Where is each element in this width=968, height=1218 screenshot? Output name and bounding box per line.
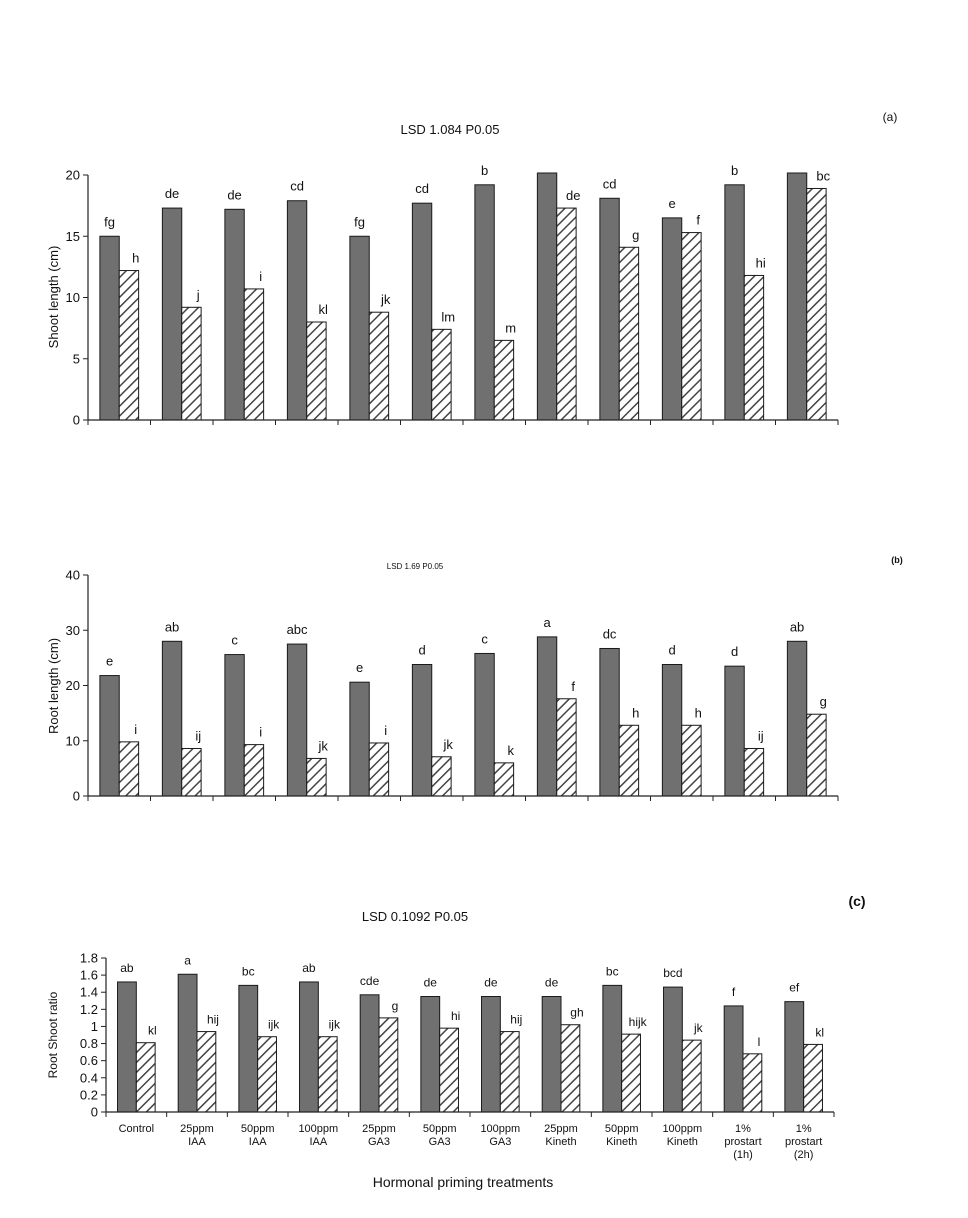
significance-letter: ab (164, 619, 180, 635)
bar-series-1 (603, 985, 622, 1112)
significance-letter: m (505, 320, 517, 336)
significance-letter: f (696, 212, 701, 228)
x-axis-label: Hormonal priming treatments (372, 1174, 554, 1190)
significance-letter: kl (815, 1025, 824, 1040)
x-tick-label: 25ppm (180, 1123, 214, 1135)
significance-letter: j (196, 287, 200, 303)
significance-letter: k (507, 742, 514, 758)
bar-series-1 (412, 665, 431, 796)
bar-series-2 (557, 208, 576, 420)
x-tick-label: 100ppm (480, 1123, 521, 1135)
bar-series-2 (622, 1034, 641, 1112)
significance-letter: cd (602, 176, 617, 192)
x-tick-label: Kineth (666, 1136, 698, 1148)
significance-letter: fg (104, 214, 115, 230)
bar-series-1 (787, 641, 806, 796)
chart-title: LSD 1.084 P0.05 (400, 122, 500, 137)
significance-letter: lm (441, 309, 456, 325)
bar-series-1 (662, 665, 681, 796)
significance-letter: cd (415, 181, 429, 197)
bar-series-2 (619, 725, 638, 796)
significance-letter: bc (241, 964, 255, 979)
bar-series-1 (725, 666, 744, 796)
significance-letter: g (391, 998, 399, 1013)
significance-letter: jk (318, 738, 328, 754)
y-tick-label: 10 (65, 733, 80, 749)
y-tick-label: 1.8 (79, 950, 98, 966)
bar-series-2 (244, 745, 263, 796)
significance-letter: jk (693, 1021, 703, 1036)
x-tick-label: 50ppm (422, 1123, 457, 1135)
x-tick-label: 25ppm (362, 1123, 396, 1135)
x-tick-label: Kineth (606, 1136, 638, 1148)
bar-series-2 (807, 188, 826, 420)
y-tick-label: 1 (90, 1018, 98, 1034)
bar-series-2 (182, 748, 201, 796)
x-tick-label: 100ppm (298, 1123, 339, 1135)
x-tick-label: Control (118, 1123, 155, 1135)
bar-series-2 (494, 763, 513, 796)
significance-letter: de (544, 975, 559, 990)
significance-letter: ijk (328, 1017, 340, 1032)
bar-series-2 (432, 329, 451, 420)
significance-letter: hij (206, 1012, 219, 1027)
chart-panel-3 (46, 893, 866, 1190)
bar-series-2 (258, 1037, 277, 1112)
bar-series-1 (300, 982, 319, 1112)
x-tick-label: (1h) (733, 1149, 753, 1161)
y-tick-label: 20 (65, 678, 80, 693)
panel-label: (c) (848, 893, 866, 909)
chart-panel-2 (46, 555, 903, 804)
x-tick-label: 25ppm (544, 1123, 578, 1135)
bar-series-1 (542, 997, 561, 1113)
y-tick-label: 0 (72, 412, 80, 428)
y-tick-label: 15 (65, 228, 80, 244)
significance-letter: c (481, 631, 488, 647)
significance-letter: cd (290, 178, 304, 194)
significance-letter: c (231, 632, 238, 648)
significance-letter: l (757, 1034, 761, 1049)
significance-letter: de (227, 187, 242, 203)
bar-series-1 (482, 997, 501, 1113)
bar-series-2 (318, 1037, 337, 1112)
significance-letter: cde (359, 973, 380, 988)
bar-series-2 (369, 312, 388, 420)
significance-letter: ab (789, 619, 805, 635)
significance-letter: i (259, 724, 263, 740)
bar-series-2 (432, 757, 451, 796)
y-tick-label: 30 (65, 622, 80, 638)
x-tick-label: prostart (785, 1136, 823, 1148)
x-tick-label: GA3 (428, 1136, 451, 1148)
x-tick-label: prostart (724, 1136, 762, 1148)
significance-letter: bcd (663, 966, 683, 981)
y-tick-label: 0.4 (79, 1070, 98, 1086)
bar-series-1 (412, 203, 431, 420)
x-tick-label: GA3 (489, 1136, 512, 1148)
bar-series-2 (244, 289, 263, 420)
significance-letter: e (105, 653, 114, 669)
significance-letter: dc (602, 626, 617, 642)
significance-letter: i (384, 722, 388, 738)
significance-letter: hi (450, 1009, 461, 1024)
y-axis-label: Shoot length (cm) (46, 245, 61, 349)
bar-series-1 (162, 208, 181, 420)
bar-series-1 (287, 201, 306, 420)
significance-letter: h (632, 705, 640, 721)
bar-series-1 (100, 236, 119, 420)
significance-letter: a (543, 614, 551, 630)
bar-series-2 (440, 1028, 459, 1112)
bar-series-1 (225, 209, 244, 420)
panel-label: (b) (891, 555, 903, 565)
bar-series-1 (421, 997, 440, 1113)
bar-series-2 (307, 322, 326, 420)
significance-letter: b (480, 162, 489, 178)
bar-series-1 (725, 185, 744, 420)
significance-letter: h (694, 705, 702, 721)
significance-letter: ab (120, 960, 134, 975)
bar-series-2 (744, 748, 763, 796)
significance-letter: de (164, 186, 180, 202)
significance-letter: h (132, 250, 140, 266)
significance-letter: bc (605, 964, 619, 979)
x-tick-label: IAA (188, 1136, 206, 1148)
significance-letter: a (184, 953, 191, 968)
panel-label: (a) (882, 110, 898, 124)
bar-series-1 (475, 185, 494, 420)
y-axis-label: Root length (cm) (46, 637, 61, 735)
bar-series-2 (197, 1032, 216, 1112)
y-tick-label: 20 (65, 167, 80, 183)
bar-series-1 (178, 974, 197, 1112)
bar-series-1 (600, 198, 619, 420)
bar-series-1 (537, 173, 556, 420)
bar-series-2 (379, 1018, 398, 1112)
significance-letter: de (565, 188, 581, 204)
bar-series-2 (494, 340, 513, 420)
significance-letter: e (355, 660, 364, 676)
bar-series-2 (804, 1044, 823, 1112)
significance-letter: de (484, 975, 498, 990)
bar-series-1 (600, 648, 619, 796)
bar-series-2 (369, 743, 388, 796)
significance-letter: gh (570, 1005, 584, 1020)
significance-letter: kl (147, 1023, 157, 1038)
x-tick-label: 1% (735, 1123, 751, 1135)
bar-series-2 (619, 247, 638, 420)
bar-series-1 (239, 985, 258, 1112)
significance-letter: d (730, 644, 739, 660)
bar-series-1 (785, 1002, 804, 1112)
y-tick-label: 1.4 (79, 984, 98, 1000)
bar-series-1 (537, 637, 556, 796)
bar-series-2 (307, 758, 326, 796)
significance-letter: bc (816, 168, 831, 184)
significance-letter: hi (755, 255, 766, 271)
significance-letter: ij (195, 728, 202, 744)
chart-panels (46, 110, 903, 1190)
y-tick-label: 1.6 (79, 967, 98, 983)
significance-letter: hijk (628, 1015, 647, 1030)
bar-series-1 (475, 653, 494, 796)
bar-series-1 (225, 655, 244, 796)
significance-letter: d (668, 642, 676, 658)
x-tick-label: Kineth (545, 1136, 577, 1148)
significance-letter: f (731, 984, 736, 999)
significance-letter: fg (354, 214, 365, 230)
x-tick-label: 50ppm (240, 1123, 275, 1135)
y-tick-label: 5 (72, 351, 80, 367)
bar-series-2 (743, 1054, 762, 1112)
significance-letter: i (134, 721, 138, 737)
y-tick-label: 0 (72, 788, 80, 804)
bar-series-1 (664, 987, 683, 1112)
x-tick-label: (2h) (793, 1149, 814, 1161)
bar-series-2 (744, 275, 763, 420)
bar-series-1 (118, 982, 137, 1112)
significance-letter: g (819, 694, 827, 710)
bar-series-1 (787, 173, 806, 420)
significance-letter: d (418, 642, 426, 658)
bar-series-1 (724, 1006, 743, 1112)
bar-series-1 (287, 644, 306, 796)
bar-series-1 (100, 676, 119, 796)
x-tick-label: 50ppm (604, 1123, 639, 1135)
y-tick-label: 0.2 (79, 1087, 98, 1103)
significance-letter: ef (789, 980, 800, 995)
significance-letter: jk (443, 736, 453, 752)
significance-letter: i (259, 268, 263, 284)
y-tick-label: 40 (65, 567, 80, 583)
significance-letter: de (423, 975, 437, 990)
bar-series-2 (682, 233, 701, 420)
significance-letter: kl (318, 302, 328, 317)
y-tick-label: 1.2 (79, 1001, 98, 1017)
significance-letter: b (730, 162, 739, 178)
bar-series-1 (662, 218, 681, 420)
significance-letter: ij (757, 728, 764, 744)
significance-letter: f (571, 678, 576, 694)
chart-title: LSD 1.69 P0.05 (386, 562, 444, 571)
chart-panel-1 (46, 110, 897, 428)
bar-series-2 (136, 1043, 155, 1112)
x-tick-label: IAA (309, 1136, 328, 1148)
bar-series-1 (162, 641, 181, 796)
bar-series-1 (350, 236, 369, 420)
significance-letter: ijk (267, 1017, 280, 1032)
bar-series-2 (119, 742, 138, 796)
significance-letter: e (668, 195, 676, 211)
bar-series-2 (561, 1025, 580, 1112)
bar-series-2 (807, 714, 826, 796)
bar-series-2 (182, 307, 201, 420)
y-tick-label: 0.8 (79, 1036, 98, 1052)
significance-letter: jk (381, 292, 391, 308)
bar-series-1 (360, 995, 379, 1112)
bar-series-2 (500, 1032, 519, 1112)
bar-series-2 (557, 699, 576, 796)
significance-letter: g (632, 227, 640, 243)
significance-letter: ab (302, 960, 316, 975)
x-tick-label: IAA (248, 1136, 267, 1148)
x-tick-label: 1% (795, 1123, 812, 1135)
bar-series-2 (682, 725, 701, 796)
chart-title: LSD 0.1092 P0.05 (361, 909, 469, 924)
bar-series-2 (119, 271, 138, 420)
bar-series-1 (350, 682, 369, 796)
x-tick-label: 100ppm (662, 1123, 703, 1135)
y-tick-label: 0 (90, 1104, 98, 1120)
bar-series-2 (682, 1040, 701, 1112)
significance-letter: abc (286, 622, 308, 638)
x-tick-label: GA3 (367, 1136, 391, 1148)
significance-letter: hij (510, 1012, 523, 1027)
y-axis-label: Root Shoot ratio (46, 991, 60, 1079)
y-tick-label: 0.6 (79, 1053, 98, 1069)
y-tick-label: 10 (65, 290, 80, 305)
